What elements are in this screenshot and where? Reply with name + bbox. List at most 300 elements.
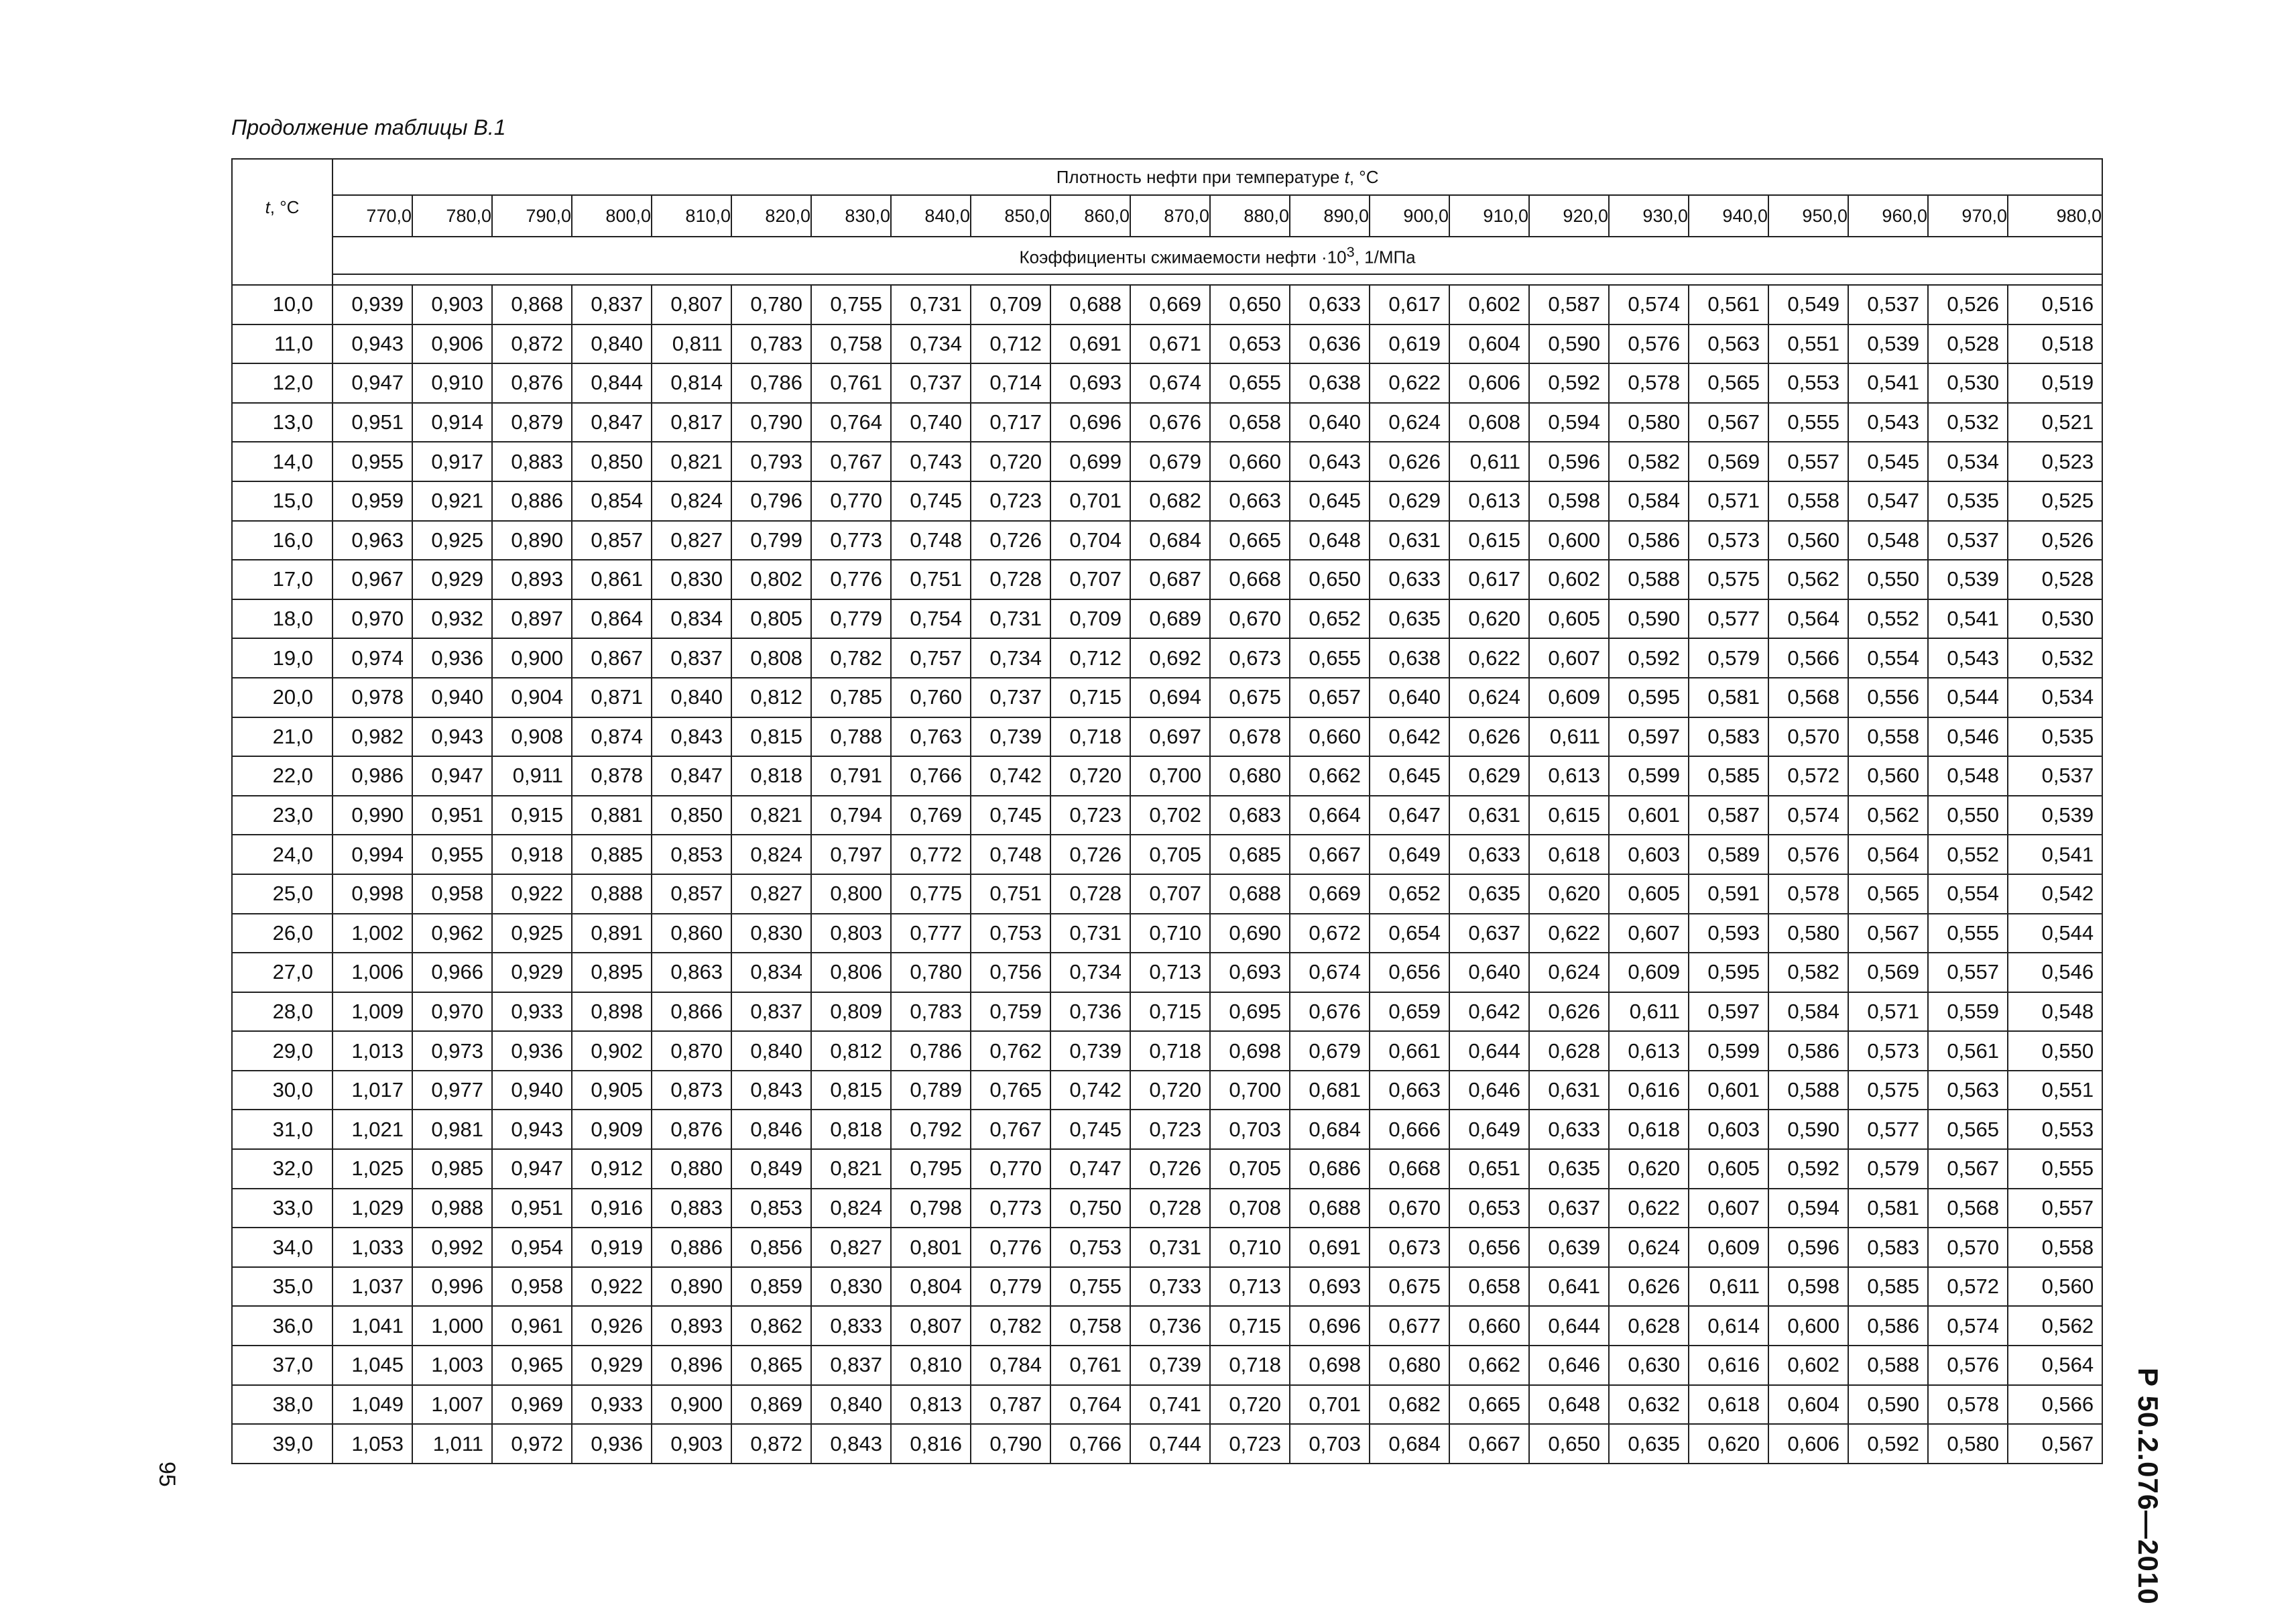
temperature-cell: 17,0	[232, 560, 333, 599]
coefficient-cell: 0,539	[1848, 324, 1928, 364]
coefficient-cell: 0,965	[492, 1346, 572, 1385]
coefficient-cell: 0,963	[333, 521, 412, 560]
coefficient-cell: 0,895	[572, 953, 652, 992]
coefficient-cell: 0,883	[652, 1189, 731, 1228]
table-row	[232, 835, 2102, 874]
coefficient-cell: 0,740	[891, 403, 971, 442]
coefficient-cell: 0,663	[1210, 481, 1290, 521]
coefficient-cell: 0,647	[1370, 796, 1449, 835]
coefficient-cell: 0,597	[1689, 992, 1768, 1032]
coefficient-cell: 0,955	[412, 835, 492, 874]
coefficient-cell: 0,903	[412, 285, 492, 324]
coefficient-cell: 0,879	[492, 403, 572, 442]
temperature-cell: 39,0	[232, 1424, 333, 1464]
coefficient-cell: 0,559	[1928, 992, 2008, 1032]
coefficient-cell: 0,570	[1768, 717, 1848, 757]
coefficient-cell: 1,006	[333, 953, 412, 992]
coefficient-cell: 0,650	[1529, 1424, 1609, 1464]
coefficient-cell: 0,751	[891, 560, 971, 599]
coefficient-cell: 0,596	[1768, 1228, 1848, 1267]
coefficient-cell: 0,580	[1609, 403, 1689, 442]
coefficient-cell: 0,603	[1609, 835, 1689, 874]
coefficient-cell: 0,939	[333, 285, 412, 324]
coefficient-cell: 0,834	[731, 953, 811, 992]
coefficient-cell: 0,557	[2008, 1189, 2102, 1228]
coefficient-cell: 0,618	[1529, 835, 1609, 874]
coefficient-cell: 0,737	[891, 363, 971, 403]
coefficient-cell: 0,547	[1848, 481, 1928, 521]
coefficient-cell: 0,607	[1609, 914, 1689, 953]
coefficient-cell: 0,962	[412, 914, 492, 953]
coefficient-cell: 0,552	[1848, 599, 1928, 639]
coefficient-cell: 0,646	[1529, 1346, 1609, 1385]
coefficient-cell: 0,773	[971, 1189, 1050, 1228]
coefficient-cell: 0,613	[1449, 481, 1529, 521]
coefficient-cell: 0,699	[1050, 442, 1130, 481]
table-row	[232, 678, 2102, 717]
coefficient-cell: 0,707	[1050, 560, 1130, 599]
coefficient-cell: 0,665	[1210, 521, 1290, 560]
density-header-cell: 980,0	[2008, 195, 2102, 237]
coefficient-cell: 0,558	[1848, 717, 1928, 757]
coefficient-cell: 0,571	[1848, 992, 1928, 1032]
coefficient-cell: 0,548	[1928, 756, 2008, 796]
temperature-cell: 26,0	[232, 914, 333, 953]
coefficient-cell: 0,588	[1848, 1346, 1928, 1385]
coefficient-cell: 0,635	[1609, 1424, 1689, 1464]
coefficient-cell: 0,587	[1689, 796, 1768, 835]
coefficient-cell: 0,558	[1768, 481, 1848, 521]
coefficient-cell: 0,803	[811, 914, 891, 953]
temperature-cell: 22,0	[232, 756, 333, 796]
coefficient-cell: 0,830	[731, 914, 811, 953]
coefficient-cell: 0,579	[1848, 1149, 1928, 1189]
coefficient-cell: 0,592	[1609, 638, 1689, 678]
coefficient-cell: 0,661	[1370, 1031, 1449, 1071]
density-header-cell: 820,0	[731, 195, 811, 237]
coefficient-cell: 0,693	[1290, 1267, 1370, 1307]
coefficient-cell: 0,671	[1130, 324, 1210, 364]
coefficient-cell: 0,682	[1130, 481, 1210, 521]
coefficient-cell: 0,922	[572, 1267, 652, 1307]
table-row	[232, 914, 2102, 953]
coefficient-cell: 0,645	[1370, 756, 1449, 796]
coefficient-cell: 0,723	[1210, 1424, 1290, 1464]
coefficient-cell: 0,936	[412, 638, 492, 678]
coefficient-cell: 0,840	[652, 678, 731, 717]
coefficient-cell: 0,685	[1210, 835, 1290, 874]
coefficient-cell: 0,917	[412, 442, 492, 481]
coefficient-cell: 0,723	[971, 481, 1050, 521]
coefficient-cell: 0,620	[1689, 1424, 1768, 1464]
coefficient-cell: 0,911	[492, 756, 572, 796]
coefficient-cell: 0,837	[652, 638, 731, 678]
coefficient-cell: 0,720	[1210, 1385, 1290, 1425]
coefficient-cell: 0,909	[572, 1110, 652, 1149]
coefficient-cell: 0,904	[492, 678, 572, 717]
coefficient-cell: 0,893	[652, 1306, 731, 1346]
coefficient-cell: 0,656	[1449, 1228, 1529, 1267]
coefficient-cell: 0,906	[412, 324, 492, 364]
coefficient-cell: 0,712	[1050, 638, 1130, 678]
coefficient-cell: 0,726	[1050, 835, 1130, 874]
coefficient-cell: 0,534	[2008, 678, 2102, 717]
coefficient-cell: 0,605	[1529, 599, 1609, 639]
coefficient-cell: 0,754	[891, 599, 971, 639]
compressibility-table	[231, 158, 2103, 1464]
coefficient-cell: 0,700	[1130, 756, 1210, 796]
temperature-cell: 10,0	[232, 285, 333, 324]
coefficient-cell: 0,567	[1848, 914, 1928, 953]
coefficient-cell: 0,545	[1848, 442, 1928, 481]
coefficient-cell: 0,564	[1768, 599, 1848, 639]
coefficient-cell: 0,788	[811, 717, 891, 757]
coefficient-cell: 0,626	[1370, 442, 1449, 481]
coefficient-cell: 0,628	[1529, 1031, 1609, 1071]
coefficient-cell: 0,688	[1290, 1189, 1370, 1228]
coefficient-cell: 0,525	[2008, 481, 2102, 521]
coefficient-cell: 0,580	[1768, 914, 1848, 953]
coefficient-cell: 0,600	[1529, 521, 1609, 560]
coefficient-cell: 0,552	[1928, 835, 2008, 874]
temperature-cell: 29,0	[232, 1031, 333, 1071]
coefficient-cell: 0,734	[971, 638, 1050, 678]
coefficient-cell: 0,718	[1130, 1031, 1210, 1071]
coefficient-cell: 1,045	[333, 1346, 412, 1385]
coefficient-cell: 0,891	[572, 914, 652, 953]
coefficient-cell: 0,686	[1290, 1149, 1370, 1189]
coefficient-cell: 0,958	[412, 874, 492, 914]
coefficient-cell: 0,790	[731, 403, 811, 442]
temperature-cell: 12,0	[232, 363, 333, 403]
coefficient-cell: 0,856	[731, 1228, 811, 1267]
table-row	[232, 363, 2102, 403]
coefficient-cell: 0,638	[1370, 638, 1449, 678]
coefficient-cell: 0,869	[731, 1385, 811, 1425]
coefficient-cell: 0,783	[731, 324, 811, 364]
coefficient-cell: 0,833	[811, 1306, 891, 1346]
coefficient-cell: 1,003	[412, 1346, 492, 1385]
coefficient-cell: 0,679	[1290, 1031, 1370, 1071]
coefficient-cell: 0,868	[492, 285, 572, 324]
coefficient-cell: 0,590	[1768, 1110, 1848, 1149]
coefficient-cell: 0,857	[572, 521, 652, 560]
coefficient-cell: 0,720	[971, 442, 1050, 481]
header-spacer	[333, 274, 2102, 285]
coefficient-cell: 0,940	[412, 678, 492, 717]
coefficient-cell: 0,926	[572, 1306, 652, 1346]
coefficient-cell: 0,704	[1050, 521, 1130, 560]
coefficient-cell: 0,718	[1210, 1346, 1290, 1385]
coefficient-cell: 0,615	[1529, 796, 1609, 835]
coefficient-cell: 0,910	[412, 363, 492, 403]
coefficient-cell: 0,645	[1290, 481, 1370, 521]
coefficient-cell: 0,867	[572, 638, 652, 678]
coefficient-cell: 0,739	[971, 717, 1050, 757]
coefficient-cell: 0,688	[1210, 874, 1290, 914]
coefficient-cell: 0,562	[1768, 560, 1848, 599]
table-row	[232, 1110, 2102, 1149]
coefficient-cell: 0,681	[1290, 1071, 1370, 1110]
coefficient-cell: 0,808	[731, 638, 811, 678]
coefficient-cell: 0,814	[652, 363, 731, 403]
coefficient-cell: 0,759	[971, 992, 1050, 1032]
coefficient-cell: 0,588	[1768, 1071, 1848, 1110]
coefficient-cell: 0,696	[1050, 403, 1130, 442]
coefficient-cell: 0,745	[1050, 1110, 1130, 1149]
coefficient-cell: 0,652	[1290, 599, 1370, 639]
coefficient-cell: 0,638	[1290, 363, 1370, 403]
coefficient-cell: 0,649	[1449, 1110, 1529, 1149]
coefficient-cell: 0,780	[891, 953, 971, 992]
coefficient-cell: 0,569	[1689, 442, 1768, 481]
coefficient-cell: 0,544	[1928, 678, 2008, 717]
coefficient-cell: 0,897	[492, 599, 572, 639]
coefficient-cell: 0,640	[1449, 953, 1529, 992]
coefficient-cell: 0,900	[492, 638, 572, 678]
coefficient-cell: 0,566	[2008, 1385, 2102, 1425]
coefficient-cell: 0,718	[1050, 717, 1130, 757]
temperature-cell: 27,0	[232, 953, 333, 992]
coefficient-cell: 0,674	[1290, 953, 1370, 992]
coefficient-cell: 0,561	[1689, 285, 1768, 324]
coefficient-cell: 0,955	[333, 442, 412, 481]
density-header-cell: 860,0	[1050, 195, 1130, 237]
coefficient-cell: 0,715	[1050, 678, 1130, 717]
density-header-cell: 810,0	[652, 195, 731, 237]
coefficient-cell: 0,804	[891, 1267, 971, 1307]
table-row	[232, 796, 2102, 835]
coefficient-cell: 1,037	[333, 1267, 412, 1307]
coefficient-cell: 0,951	[412, 796, 492, 835]
coefficient-cell: 0,665	[1449, 1385, 1529, 1425]
coefficient-cell: 0,578	[1609, 363, 1689, 403]
temperature-cell: 28,0	[232, 992, 333, 1032]
coefficient-cell: 0,758	[811, 324, 891, 364]
coefficient-cell: 0,626	[1529, 992, 1609, 1032]
coefficient-cell: 0,951	[333, 403, 412, 442]
coefficient-cell: 0,616	[1689, 1346, 1768, 1385]
coefficient-cell: 1,000	[412, 1306, 492, 1346]
coefficient-cell: 1,013	[333, 1031, 412, 1071]
temperature-cell: 16,0	[232, 521, 333, 560]
coefficient-cell: 0,554	[1928, 874, 2008, 914]
coefficient-cell: 0,866	[652, 992, 731, 1032]
coefficient-cell: 0,779	[971, 1267, 1050, 1307]
coefficient-cell: 0,929	[492, 953, 572, 992]
coefficient-cell: 0,770	[811, 481, 891, 521]
coefficient-cell: 0,970	[333, 599, 412, 639]
coefficient-cell: 0,783	[891, 992, 971, 1032]
coefficient-cell: 0,603	[1689, 1110, 1768, 1149]
coefficient-cell: 0,644	[1529, 1306, 1609, 1346]
coefficient-cell: 0,844	[572, 363, 652, 403]
coefficient-cell: 0,710	[1210, 1228, 1290, 1267]
coefficient-cell: 0,837	[811, 1346, 891, 1385]
coefficient-cell: 0,611	[1449, 442, 1529, 481]
coefficient-cell: 0,620	[1449, 599, 1529, 639]
coefficient-cell: 0,624	[1370, 403, 1449, 442]
coefficient-cell: 0,550	[1928, 796, 2008, 835]
coefficient-cell: 0,918	[492, 835, 572, 874]
coefficient-cell: 0,958	[492, 1267, 572, 1307]
coefficient-cell: 0,736	[1050, 992, 1130, 1032]
coefficient-cell: 0,812	[731, 678, 811, 717]
table-row	[232, 599, 2102, 639]
coefficient-cell: 0,633	[1370, 560, 1449, 599]
coefficient-cell: 0,850	[652, 796, 731, 835]
coefficient-cell: 0,581	[1848, 1189, 1928, 1228]
coefficient-cell: 0,553	[1768, 363, 1848, 403]
coefficient-cell: 0,568	[1928, 1189, 2008, 1228]
coefficient-cell: 0,772	[891, 835, 971, 874]
temperature-cell: 25,0	[232, 874, 333, 914]
coefficient-cell: 0,916	[572, 1189, 652, 1228]
coefficient-cell: 0,840	[731, 1031, 811, 1071]
temperature-cell: 37,0	[232, 1346, 333, 1385]
coefficient-cell: 0,676	[1290, 992, 1370, 1032]
coefficient-cell: 0,674	[1130, 363, 1210, 403]
coefficient-cell: 0,622	[1449, 638, 1529, 678]
density-header-cell: 770,0	[333, 195, 412, 237]
table-continuation-caption: Продолжение таблицы В.1	[231, 115, 506, 139]
coefficient-cell: 0,915	[492, 796, 572, 835]
coefficient-cell: 0,683	[1210, 796, 1290, 835]
coefficient-cell: 0,947	[333, 363, 412, 403]
coefficient-cell: 0,864	[572, 599, 652, 639]
coefficient-cell: 0,912	[572, 1149, 652, 1189]
coefficient-cell: 0,756	[971, 953, 1050, 992]
coefficient-cell: 0,705	[1210, 1149, 1290, 1189]
coefficient-cell: 0,662	[1290, 756, 1370, 796]
coefficient-cell: 0,933	[492, 992, 572, 1032]
coefficient-cell: 0,951	[492, 1189, 572, 1228]
coefficient-cell: 0,728	[1130, 1189, 1210, 1228]
coefficient-cell: 0,573	[1848, 1031, 1928, 1071]
coefficient-cell: 0,818	[731, 756, 811, 796]
coefficient-cell: 0,601	[1689, 1071, 1768, 1110]
coefficient-cell: 0,728	[1050, 874, 1130, 914]
coefficient-cell: 0,862	[731, 1306, 811, 1346]
coefficient-cell: 0,705	[1130, 835, 1210, 874]
coefficient-cell: 0,786	[731, 363, 811, 403]
coefficient-cell: 1,021	[333, 1110, 412, 1149]
coefficient-cell: 0,664	[1290, 796, 1370, 835]
coefficient-cell: 0,827	[731, 874, 811, 914]
coefficient-cell: 0,604	[1768, 1385, 1848, 1425]
coefficient-cell: 1,002	[333, 914, 412, 953]
coefficient-cell: 0,631	[1449, 796, 1529, 835]
coefficient-cell: 0,728	[971, 560, 1050, 599]
coefficient-cell: 0,865	[731, 1346, 811, 1385]
coefficient-cell: 0,602	[1529, 560, 1609, 599]
coefficient-cell: 0,560	[1768, 521, 1848, 560]
coefficient-cell: 0,796	[731, 481, 811, 521]
coefficient-cell: 0,670	[1210, 599, 1290, 639]
coefficient-cell: 0,583	[1689, 717, 1768, 757]
coefficient-cell: 0,620	[1609, 1149, 1689, 1189]
coefficient-cell: 0,550	[1848, 560, 1928, 599]
coefficient-cell: 0,564	[1848, 835, 1928, 874]
coefficient-cell: 0,555	[1768, 403, 1848, 442]
table-row	[232, 403, 2102, 442]
coefficient-cell: 0,861	[572, 560, 652, 599]
coefficient-cell: 0,818	[811, 1110, 891, 1149]
coefficient-cell: 0,753	[1050, 1228, 1130, 1267]
coefficient-cell: 0,745	[891, 481, 971, 521]
coefficient-cell: 0,792	[891, 1110, 971, 1149]
density-header-cell: 840,0	[891, 195, 971, 237]
coefficient-cell: 0,777	[891, 914, 971, 953]
coefficient-cell: 0,569	[1848, 953, 1928, 992]
coefficient-cell: 0,940	[492, 1071, 572, 1110]
coefficient-cell: 0,656	[1370, 953, 1449, 992]
coefficient-cell: 0,592	[1848, 1424, 1928, 1464]
table-row	[232, 442, 2102, 481]
coefficient-cell: 0,709	[971, 285, 1050, 324]
temperature-cell: 11,0	[232, 324, 333, 364]
coefficient-cell: 0,617	[1370, 285, 1449, 324]
coefficient-cell: 0,592	[1529, 363, 1609, 403]
coefficient-cell: 0,633	[1290, 285, 1370, 324]
coefficient-cell: 0,943	[492, 1110, 572, 1149]
coefficient-cell: 0,535	[1928, 481, 2008, 521]
coefficient-cell: 0,596	[1529, 442, 1609, 481]
coefficient-cell: 0,806	[811, 953, 891, 992]
coefficient-cell: 0,598	[1529, 481, 1609, 521]
coefficient-cell: 0,626	[1449, 717, 1529, 757]
coefficient-cell: 0,799	[731, 521, 811, 560]
coefficient-cell: 0,929	[572, 1346, 652, 1385]
coefficient-cell: 0,863	[652, 953, 731, 992]
coefficient-cell: 0,981	[412, 1110, 492, 1149]
coefficient-cell: 0,624	[1609, 1228, 1689, 1267]
coefficient-cell: 0,557	[1768, 442, 1848, 481]
coefficient-cell: 0,541	[1848, 363, 1928, 403]
table-body	[232, 285, 2102, 1464]
coefficient-cell: 0,812	[811, 1031, 891, 1071]
density-header-cell: 870,0	[1130, 195, 1210, 237]
coefficient-cell: 0,691	[1050, 324, 1130, 364]
coefficient-cell: 0,821	[811, 1149, 891, 1189]
density-values-row	[232, 195, 2102, 237]
coefficient-cell: 0,886	[652, 1228, 731, 1267]
coefficient-cell: 0,537	[1928, 521, 2008, 560]
coefficient-cell: 0,543	[1928, 638, 2008, 678]
temperature-cell: 24,0	[232, 835, 333, 874]
coefficient-cell: 0,635	[1370, 599, 1449, 639]
coefficient-cell: 0,742	[971, 756, 1050, 796]
coefficient-cell: 0,795	[891, 1149, 971, 1189]
coefficient-cell: 0,765	[971, 1071, 1050, 1110]
coefficient-cell: 0,626	[1609, 1267, 1689, 1307]
coefficient-cell: 0,657	[1290, 678, 1370, 717]
coefficient-header-row	[232, 237, 2102, 274]
table-row	[232, 874, 2102, 914]
coefficient-cell: 0,589	[1689, 835, 1768, 874]
coefficient-cell: 0,739	[1050, 1031, 1130, 1071]
coefficient-cell: 0,583	[1848, 1228, 1928, 1267]
coefficient-cell: 0,837	[572, 285, 652, 324]
coefficient-cell: 0,613	[1529, 756, 1609, 796]
coefficient-cell: 0,576	[1609, 324, 1689, 364]
coefficient-cell: 0,537	[1848, 285, 1928, 324]
table-row	[232, 285, 2102, 324]
coefficient-cell: 0,847	[652, 756, 731, 796]
coefficient-cell: 0,766	[1050, 1424, 1130, 1464]
coefficient-cell: 0,555	[2008, 1149, 2102, 1189]
coefficient-cell: 0,986	[333, 756, 412, 796]
